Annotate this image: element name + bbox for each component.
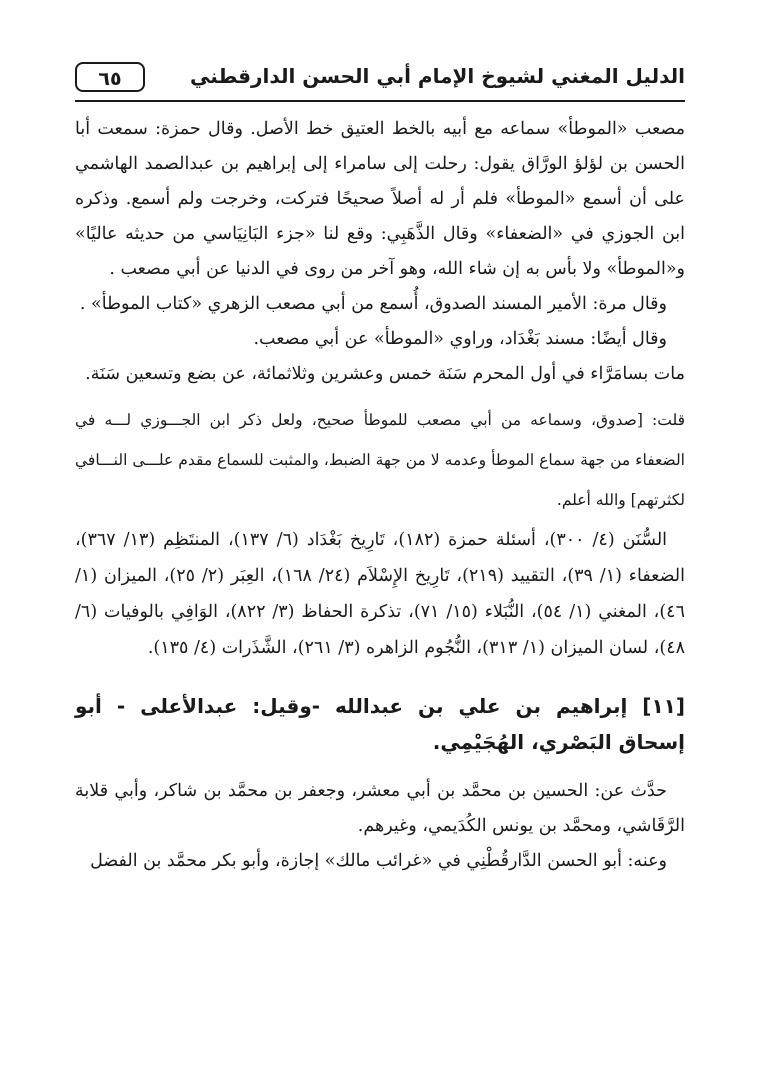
paragraph: وعنه: أبو الحسن الدَّارقُطْنِي في «غرائب مالك» إجازة، وأبو بكر محمَّد بن الفضل [90,851,667,871]
page-header [75,60,685,100]
source-references: السُّنَن (٤/ ٣٠٠)، أسئلة حمزة (١٨٢)، تَارِيخ بَغْدَاد (٦/ ١٣٧)، المنتَظِم (١٣/ ٣٦٧)، الضعفاء (١/ ٣٩)، التقييد (٢١٩)، تَارِيخ الإِسْلاَم (٢٤/ ١٦٨)، العِبَر (٢/ ٢٥)، الميزان (١/ ٤٦)، المغني (١/ ٥٤)، النُّبَلاء (١٥/ ٧١)، تذكرة الحفاظ (٣/ ٨٢٢)، الوَافِي بالوفيات (٦/ ٤٨)، لسان الميزان (١/ ٣١٣)، النُّجُوم الزاهره (٣/ ٢٦١)، الشَّذَرات (٤/ ١٣٥). [75,530,685,658]
entry-heading: [١١] إبراهيم بن علي بن عبدالله -وقيل: عبدالأعلى - أبو إسحاق البَصْري، الهُجَيْمِي. [75,694,685,754]
page-body [75,112,685,879]
paragraph: وقال مرة: الأمير المسند الصدوق، أُسمع من أبي مصعب الزهري «كتاب الموطأ» . [79,294,667,314]
paragraph: مصعب «الموطأ» سماعه مع أبيه بالخط العتيق خط الأصل. وقال حمزة: سمعت أبا الحسن بن لؤلؤ الورَّاق يقول: رحلت إلى سامراء إلى إبراهيم بن عبدالصمد الهاشمي على أن أسمع «الموطأ» فلم أر له أصلاً صحيحًا فتركت، وخرجت ولم أسمع. وذكره ابن الجوزي في «الضعفاء» وقال الذَّهَبِي: وقع لنا «جزء البَانِيَاسي من حديثه عاليًا» و«الموطأ» ولا بأس به إن شاء الله، وهو آخر من روى في الدنيا عن أبي مصعب . [75,119,685,279]
header-divider [75,100,685,102]
paragraph: وقال أيضًا: مسند بَغْدَاد، وراوي «الموطأ» عن أبي مصعب. [253,329,667,349]
paragraph: مات بسامَرَّاء في أول المحرم سَنَة خمس وعشرين وثلاثمائة، عن بضع وتسعين سَنَة. [85,364,685,384]
page-number: ٦٥ [75,62,145,92]
running-title: الدليل المغني لشيوخ الإمام أبي الحسن الدارقطني [190,64,685,88]
paragraph: حدَّث عن: الحسين بن محمَّد بن أبي معشر، وجعفر بن محمَّد بن شاكر، وأبي قلابة الرَّقَاشي، ومحمَّد بن يونس الكُدَيمي، وغيرهم. [75,781,685,836]
editor-note: قلت: [صدوق، وسماعه من أبي مصعب للموطأ صحيح، ولعل ذكر ابن الجـــوزي لـــه في الضعفاء من جهة سماع الموطأ وعدمه لا من جهة الضبط، والمثبت للسماع مقدم علـــى النـــافي لكثرتهم] والله أعلم. [75,411,685,509]
